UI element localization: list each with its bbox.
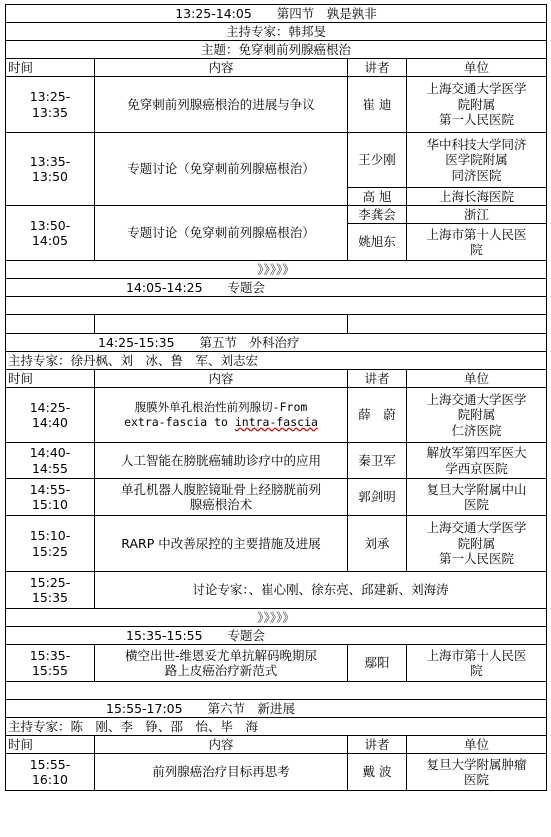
time-cell: 14:55- 15:10 [6, 479, 95, 516]
col-unit: 单位 [407, 736, 547, 754]
speaker-cell: 高 旭 [348, 188, 407, 206]
empty-row [6, 297, 547, 315]
unit-cell: 复旦大学附属肿瘤 医院 [407, 754, 547, 791]
empty-row [6, 315, 547, 334]
table-row [6, 645, 547, 682]
unit-cell: 上海交通大学医学 院附属 第一人民医院 [407, 516, 547, 572]
session6-host: 主持专家：陈 刚、李 铮、邵 怡、毕 海 [6, 718, 547, 736]
col-speaker: 讲者 [348, 59, 407, 77]
content-line [97, 415, 345, 431]
table-row [6, 133, 547, 188]
time-cell: 14:25- 14:40 [6, 388, 95, 443]
content-cell [95, 388, 348, 443]
unit-cell: 上海交通大学医学 院附属 第一人民医院 [407, 77, 547, 133]
speaker-cell: 郭剑明 [348, 479, 407, 516]
time-cell: 15:25- 15:35 [6, 572, 95, 609]
time-cell: 13:50- 14:05 [6, 206, 95, 261]
content-cell: 专题讨论（免穿刺前列腺癌根治） [95, 206, 348, 261]
unit-cell: 解放军第四军医大 学西京医院 [407, 443, 547, 479]
col-content: 内容 [95, 736, 348, 754]
separator-arrows: 》》》》》 [6, 609, 547, 627]
table-row [6, 388, 547, 443]
content-cell: 免穿刺前列腺癌根治的进展与争议 [95, 77, 348, 133]
unit-cell: 浙江 [407, 206, 547, 224]
discussion-experts: 讨论专家：、崔心刚、徐东亮、邱建新、刘海涛 [95, 572, 547, 609]
col-content: 内容 [95, 59, 348, 77]
break1-header: 14:05-14:25 专题会 [6, 279, 547, 297]
unit-cell: 上海长海医院 [407, 188, 547, 206]
speaker-cell: 李龚会 [348, 206, 407, 224]
table-row [6, 754, 547, 791]
content-line: 腹膜外单孔根治性前列腺切-From [134, 399, 308, 414]
speaker-cell: 崔 迪 [348, 77, 407, 133]
unit-cell: 上海市第十人民医 院 [407, 645, 547, 682]
table-row [6, 443, 547, 479]
unit-cell: 上海交通大学医学 院附属 仁济医院 [407, 388, 547, 443]
session4-host: 主持专家：韩邦旻 [6, 23, 547, 41]
col-time: 时间 [6, 59, 95, 77]
col-speaker: 讲者 [348, 736, 407, 754]
session4-header: 13:25-14:05 第四节 孰是孰非 [6, 5, 547, 23]
speaker-cell: 秦卫军 [348, 443, 407, 479]
table-row [6, 572, 547, 609]
speaker-cell: 王少刚 [348, 133, 407, 188]
unit-cell: 华中科技大学同济 医学院附属 同济医院 [407, 133, 547, 188]
content-cell: 横空出世-维恩妥尤单抗解码晚期尿 路上皮癌治疗新范式 [95, 645, 348, 682]
speaker-cell: 薛 蔚 [348, 388, 407, 443]
schedule-table [5, 4, 547, 791]
unit-cell: 复旦大学附属中山 医院 [407, 479, 547, 516]
content-cell: 专题讨论（免穿刺前列腺癌根治） [95, 133, 348, 206]
time-cell: 15:10- 15:25 [6, 516, 95, 572]
time-cell: 14:40- 14:55 [6, 443, 95, 479]
table-row [6, 479, 547, 516]
col-time: 时间 [6, 736, 95, 754]
empty-row [6, 682, 547, 700]
session5-host: 主持专家：徐丹枫、刘 冰、鲁 军、刘志宏 [6, 352, 547, 370]
col-time: 时间 [6, 370, 95, 388]
session5-header: 14:25-15:35 第五节 外科治疗 [6, 334, 547, 352]
speaker-cell: 姚旭东 [348, 224, 407, 261]
session6-header: 15:55-17:05 第六节 新进展 [6, 700, 547, 718]
time-cell: 13:25- 13:35 [6, 77, 95, 133]
content-cell: RARP 中改善尿控的主要措施及进展 [95, 516, 348, 572]
unit-cell: 上海市第十人民医 院 [407, 224, 547, 261]
session4-topic: 主题：免穿刺前列腺癌根治 [6, 41, 547, 59]
content-cell: 人工智能在膀胱癌辅助诊疗中的应用 [95, 443, 348, 479]
break2-header: 15:35-15:55 专题会 [6, 627, 547, 645]
speaker-cell: 刘承 [348, 516, 407, 572]
col-speaker: 讲者 [348, 370, 407, 388]
col-unit: 单位 [407, 59, 547, 77]
table-row [6, 77, 547, 133]
content-cell: 前列腺癌治疗目标再思考 [95, 754, 348, 791]
col-unit: 单位 [407, 370, 547, 388]
content-cell: 单孔机器人腹腔镜耻骨上经膀胱前列 腺癌根治术 [95, 479, 348, 516]
time-cell: 15:55- 16:10 [6, 754, 95, 791]
separator-arrows: 》》》》》 [6, 261, 547, 279]
header-row [6, 736, 547, 754]
header-row [6, 370, 547, 388]
content-fragment: extra-fascia to [124, 415, 235, 429]
table-row [6, 516, 547, 572]
content-fragment-underlined: intra-fascia [234, 415, 318, 429]
time-cell: 15:35- 15:55 [6, 645, 95, 682]
speaker-cell: 鄢阳 [348, 645, 407, 682]
col-content: 内容 [95, 370, 348, 388]
header-row [6, 59, 547, 77]
time-cell: 13:35- 13:50 [6, 133, 95, 206]
speaker-cell: 戴 波 [348, 754, 407, 791]
table-row [6, 206, 547, 224]
